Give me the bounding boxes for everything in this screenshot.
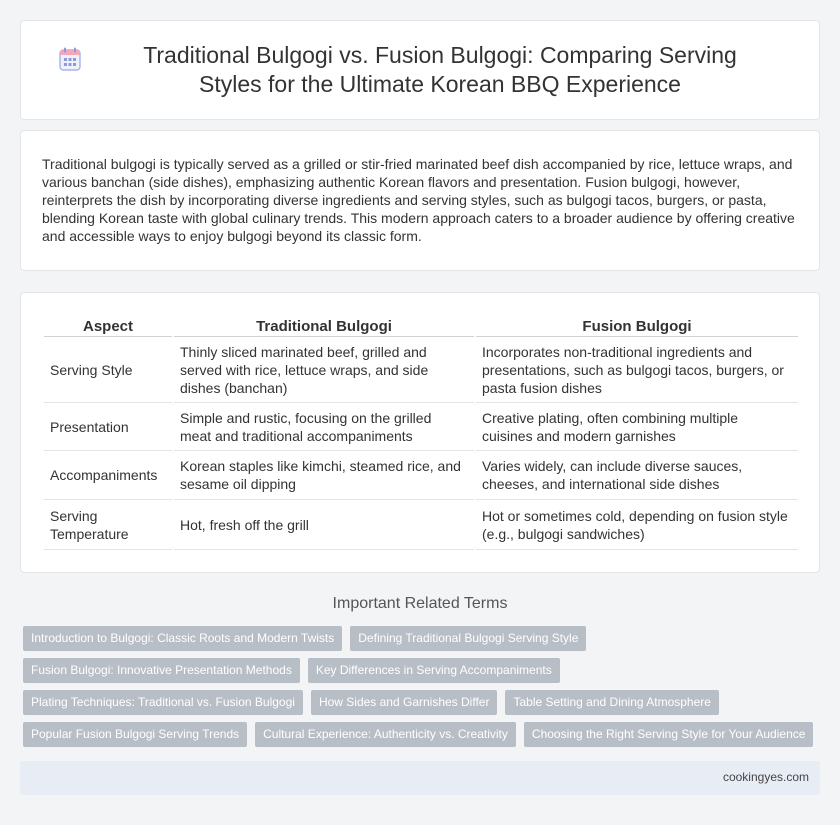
row-traditional: Thinly sliced marinated beef, grilled and served with rice, lettuce wraps, and side dishes (banchan) <box>174 337 474 403</box>
row-aspect: Accompaniments <box>44 451 172 500</box>
row-traditional: Hot, fresh off the grill <box>174 500 474 550</box>
related-term-tag[interactable]: Key Differences in Serving Accompaniments <box>308 658 560 683</box>
row-aspect: Serving Temperature <box>44 500 172 550</box>
tag-row <box>23 722 823 747</box>
comparison-table-card <box>20 292 820 573</box>
row-aspect: Serving Style <box>44 337 172 403</box>
related-term-tag[interactable]: Plating Techniques: Traditional vs. Fusion Bulgogi <box>23 690 303 715</box>
footer <box>20 761 820 795</box>
intro-paragraph: Traditional bulgogi is typically served as a grilled or stir-fried marinated beef dish accompanied by rice, lettuce wraps, and various banchan (side dishes), emphasizing authentic Korean flavors and presentation. Fusion bulgogi, however, reinterprets the dish by incorporating diverse ingredients and serving styles, such as bulgogi tacos, burgers, or pasta, blending Korean taste with global culinary trends. This modern approach caters to a broader audience by offering creative and accessible ways to enjoy bulgogi beyond its classic form. <box>42 156 795 244</box>
row-fusion: Creative plating, often combining multiple cuisines and modern garnishes <box>476 403 798 451</box>
related-terms-heading: Important Related Terms <box>332 595 508 612</box>
table-row <box>44 403 798 451</box>
page-title: Traditional Bulgogi vs. Fusion Bulgogi: Comparing Serving Styles for the Ultimate Korean BBQ Experience <box>143 42 737 97</box>
title-card <box>20 20 820 120</box>
row-traditional: Simple and rustic, focusing on the grilled meat and traditional accompaniments <box>174 403 474 451</box>
table-row <box>44 451 798 500</box>
row-fusion: Varies widely, can include diverse sauces, cheeses, and international side dishes <box>476 451 798 500</box>
related-term-tag[interactable]: Fusion Bulgogi: Innovative Presentation Methods <box>23 658 300 683</box>
table-row <box>44 500 798 550</box>
related-term-tag[interactable]: Cultural Experience: Authenticity vs. Creativity <box>255 722 516 747</box>
row-aspect: Presentation <box>44 403 172 451</box>
related-term-tag[interactable]: Choosing the Right Serving Style for Your Audience <box>524 722 814 747</box>
row-fusion: Hot or sometimes cold, depending on fusion style (e.g., bulgogi sandwiches) <box>476 500 798 550</box>
site-name[interactable]: cookingyes.com <box>722 770 809 784</box>
header-aspect: Aspect <box>44 313 172 337</box>
related-terms-list <box>23 626 823 754</box>
related-term-tag[interactable]: Introduction to Bulgogi: Classic Roots and Modern Twists <box>23 626 342 651</box>
header-fusion: Fusion Bulgogi <box>476 313 798 337</box>
table-header-row <box>44 313 798 337</box>
related-term-tag[interactable]: Table Setting and Dining Atmosphere <box>505 690 718 715</box>
tag-row <box>23 690 823 715</box>
row-fusion: Incorporates non-traditional ingredients and presentations, such as bulgogi tacos, burgers, or pasta fusion dishes <box>476 337 798 403</box>
tag-row <box>23 658 823 683</box>
related-term-tag[interactable]: Popular Fusion Bulgogi Serving Trends <box>23 722 247 747</box>
row-traditional: Korean staples like kimchi, steamed rice, and sesame oil dipping <box>174 451 474 500</box>
table-row <box>44 337 798 403</box>
comparison-table <box>42 313 800 550</box>
related-term-tag[interactable]: Defining Traditional Bulgogi Serving Style <box>350 626 586 651</box>
tag-row <box>23 626 823 651</box>
header-traditional: Traditional Bulgogi <box>174 313 474 337</box>
related-term-tag[interactable]: How Sides and Garnishes Differ <box>311 690 498 715</box>
intro-card <box>20 130 820 271</box>
